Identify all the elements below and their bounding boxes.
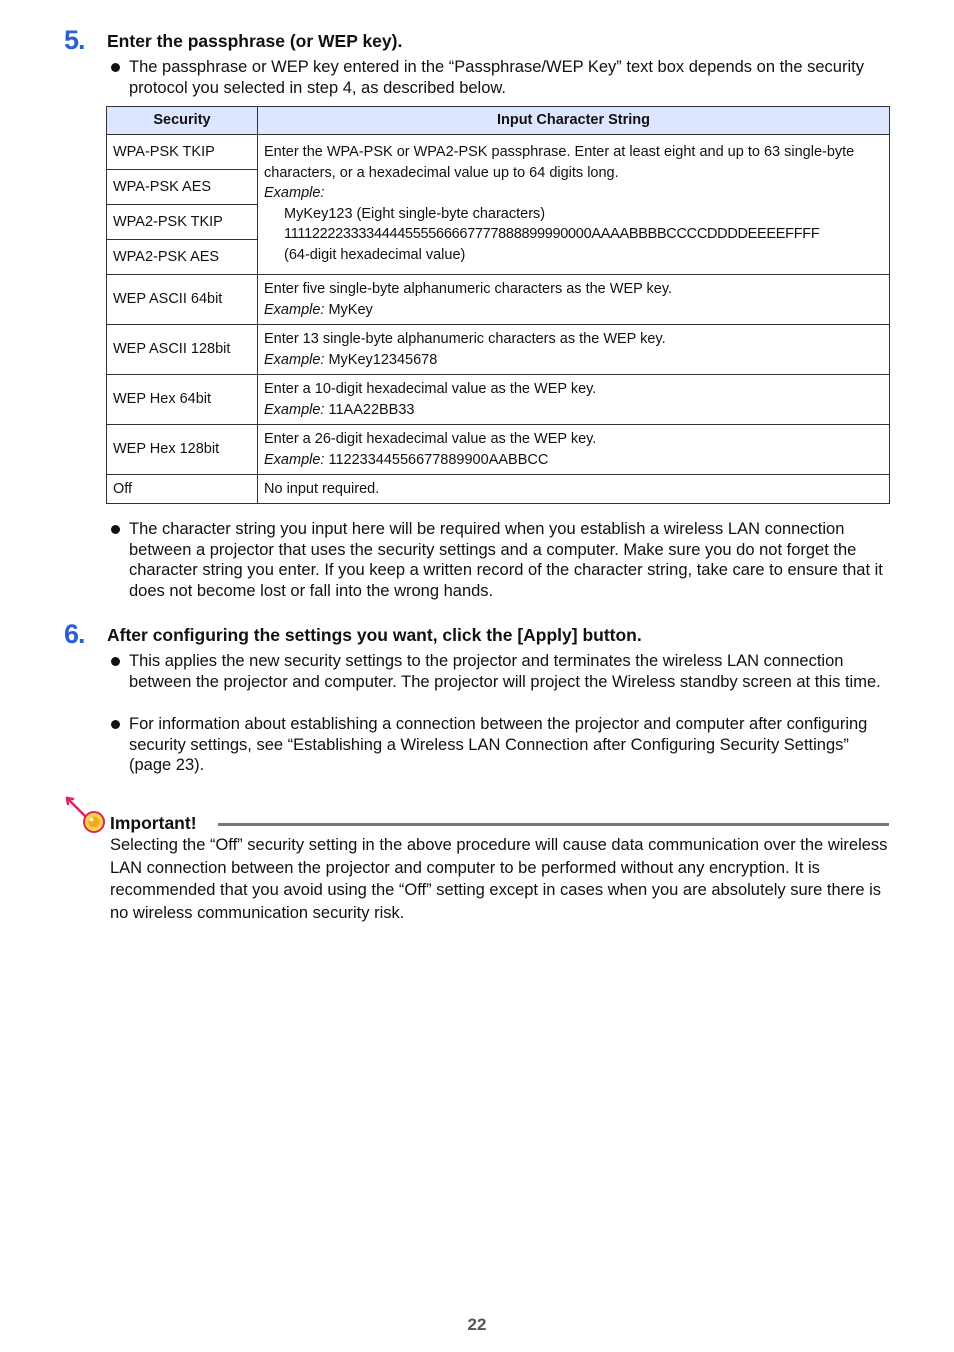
step-number: 5. (64, 25, 85, 55)
table-row (107, 275, 890, 325)
example-label: Example: (264, 185, 325, 201)
example-line: 1111222233334444555566667777888899990000AAAABBBBCCCCDDDDEEEEFFFF (284, 226, 820, 242)
security-cell: WPA-PSK AES (107, 170, 258, 205)
table-header-row (107, 107, 890, 135)
security-table (106, 106, 890, 504)
step-title: After configuring the settings you want, click the [Apply] button. (107, 625, 642, 645)
example-value: 11AA22BB33 (324, 401, 415, 418)
table-row (107, 325, 890, 375)
example-label: Example: (264, 451, 325, 468)
important-body: Selecting the “Off” security setting in the above procedure will cause data communication over the wireless LAN connection between the projector and computer to be performed without any encryption. It is recommended that you avoid using the “Off” setting except in cases when you are absolutely sure there is no wireless communication security risk. (110, 836, 888, 922)
input-description-cell (258, 375, 890, 425)
example-value: MyKey (324, 301, 373, 318)
description-text: Enter the WPA-PSK or WPA2-PSK passphrase. Enter at least eight and up to 63 single-byte characters, or a hexadecimal value up to 64 digits long. (264, 144, 855, 181)
description-text: Enter 13 single-byte alphanumeric characters as the WEP key. (264, 331, 666, 347)
security-cell: Off (107, 475, 258, 504)
bullet-dot-icon (111, 720, 120, 729)
bullet-item (108, 651, 883, 692)
description-text: Enter five single-byte alphanumeric characters as the WEP key. (264, 281, 673, 297)
divider (218, 823, 889, 826)
step-title: Enter the passphrase (or WEP key). (107, 31, 403, 51)
example-line (264, 300, 883, 321)
table-row (107, 135, 890, 170)
security-cell: WEP Hex 128bit (107, 425, 258, 475)
example-label: Example: (264, 401, 325, 418)
example-label: Example: (264, 301, 325, 318)
input-description-cell (258, 135, 890, 275)
bullet-dot-icon (111, 657, 120, 666)
security-cell: WPA2-PSK TKIP (107, 205, 258, 240)
example-label: Example: (264, 351, 325, 368)
bullet-text: For information about establishing a connection between the projector and computer after configuring security settings, see “Establishing a Wireless LAN Connection after Configuring Security Settings” (page 23). (129, 715, 868, 774)
bullet-text: This applies the new security settings to the projector and terminates the wireless LAN connection between the projector and computer. The projector will project the Wireless standby screen at this time. (129, 652, 881, 691)
example-line: MyKey123 (Eight single-byte characters) (284, 205, 546, 222)
pointer-bulb-icon (64, 795, 108, 835)
example-line: (64-digit hexadecimal value) (284, 246, 466, 263)
input-description-cell: No input required. (258, 475, 890, 504)
bullet-item (108, 57, 883, 98)
example-line (264, 350, 883, 371)
description-text: Enter a 10-digit hexadecimal value as the WEP key. (264, 381, 597, 397)
security-cell: WPA-PSK TKIP (107, 135, 258, 170)
bullet-item (108, 519, 883, 601)
input-description-cell (258, 325, 890, 375)
bullet-text: The character string you input here will be required when you establish a wireless LAN connection between a projector that uses the security settings and a computer. Make sure you do not forget the character string you enter. If you keep a written record of the character string, take care to ensure that it does not become lost or fall into the wrong hands. (129, 520, 883, 600)
input-description-cell (258, 425, 890, 475)
step-number: 6. (64, 619, 85, 649)
example-line (264, 450, 883, 471)
example-line (264, 400, 883, 421)
example-value: MyKey12345678 (324, 351, 438, 368)
input-description-cell (258, 275, 890, 325)
column-header-input: Input Character String (258, 107, 890, 135)
important-title: Important! (110, 813, 197, 833)
bullet-dot-icon (111, 525, 120, 534)
table-row (107, 425, 890, 475)
page-number: 22 (467, 1315, 487, 1334)
description-text: Enter a 26-digit hexadecimal value as the WEP key. (264, 431, 597, 447)
security-cell: WEP ASCII 128bit (107, 325, 258, 375)
bullet-item (108, 714, 883, 776)
table-row (107, 375, 890, 425)
security-cell: WPA2-PSK AES (107, 240, 258, 275)
security-cell: WEP Hex 64bit (107, 375, 258, 425)
bullet-dot-icon (111, 63, 120, 72)
column-header-security: Security (107, 107, 258, 135)
security-cell: WEP ASCII 64bit (107, 275, 258, 325)
example-value: 11223344556677889900AABBCC (324, 451, 549, 468)
table-row (107, 475, 890, 504)
bullet-text: The passphrase or WEP key entered in the “Passphrase/WEP Key” text box depends on the security protocol you selected in step 4, as described below. (129, 58, 864, 97)
